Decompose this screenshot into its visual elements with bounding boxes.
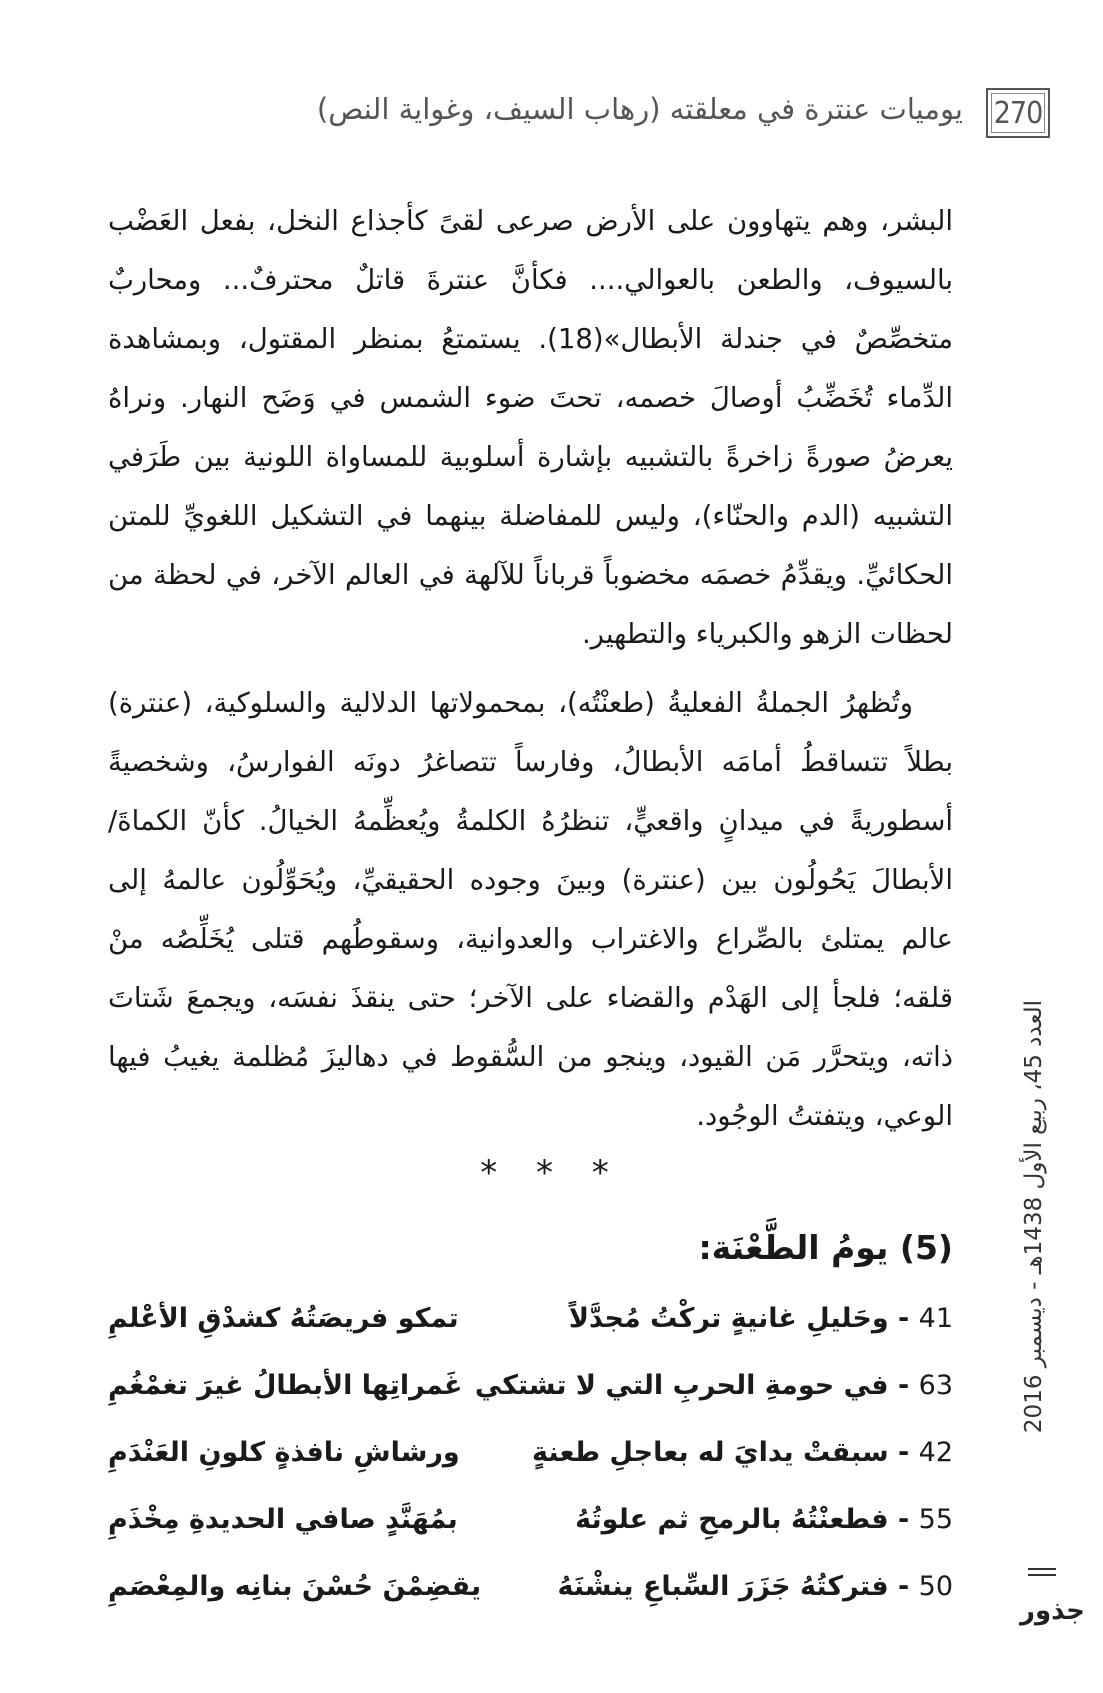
paragraph: وتُظهرُ الجملةُ الفعليةُ (طعنْتُه)، بمحمولاتها الدلالية والسلوكية، (عنترة) بطلاً تتساقطُ أمامَه الأبطالُ، وفارساً تتصاغرُ دونَه الفوارسُ، وشخصيةً أسطوريةً في ميدانٍ واقعيٍّ، تنظرُهُ الكلمةُ ويُعظِّمهُ الخيالُ. كأنّ الكماةَ/ الأبطالَ يَحُولُون بين (عنترة) وبينَ وجوده الحقيقيِّ، ويُحَوِّلُون عالمهُ إلى عالم يمتلئ بالصِّراع والاغتراب والعدوانية، وسقوطُهم قتلى يُخَلِّصُه منْ قلقه؛ فلجأ إلى الهَدْم والقضاء على الآخر؛ حتى ينقذَ نفسَه، ويجمعَ شَتاتَ ذاته، ويتحرَّر مَن القيود، وينجو من السُّقوط في دهاليزَ مُظلمة يغيبُ فيها الوعي، ويتفتتُ الوجُود. <box>108 687 953 1132</box>
verse-number: 42 <box>918 1437 953 1468</box>
verse-row <box>108 1504 953 1571</box>
verse-first-text: في حومةِ الحربِ التي لا تشتكي <box>474 1370 889 1401</box>
verse-first-hemistich: 41 - وحَليلِ غانيةٍ تركْتُ مُجدَّلاً <box>568 1303 953 1334</box>
verse-number: 41 <box>918 1303 953 1334</box>
issue-info: العدد 45، ربيع الأول 1438هـ - ديسمبر 2016 <box>1021 1000 1047 1434</box>
verse-list <box>108 1303 953 1638</box>
verse-first-text: فتركتُهُ جَزَرَ السِّباعِ ينشْنَهُ <box>557 1571 889 1602</box>
verse-row <box>108 1303 953 1370</box>
side-rule <box>1028 1568 1056 1576</box>
verse-second-hemistich: غَمراتِها الأبطالُ غيرَ تغمْغُمِ <box>108 1370 463 1401</box>
verse-row <box>108 1437 953 1504</box>
verse-second-hemistich: بمُهَنَّدٍ صافي الحديدةِ مِخْذَمِ <box>108 1504 458 1535</box>
section-heading: (5) يومُ الطَّعْنَة: <box>698 1228 953 1267</box>
page-number: 270 <box>986 88 1050 138</box>
verse-first-hemistich: 55 - فطعنْتُهُ بالرمحِ ثم علوتُهُ <box>575 1504 953 1535</box>
verse-second-hemistich: يقضِمْنَ حُسْنَ بنانِه والمِعْصَمِ <box>108 1571 482 1602</box>
verse-first-hemistich: 42 - سبقتْ يدايَ له بعاجلِ طعنةٍ <box>532 1437 953 1468</box>
verse-row <box>108 1370 953 1437</box>
verse-first-text: سبقتْ يدايَ له بعاجلِ طعنةٍ <box>532 1437 889 1468</box>
section-separator: * * * <box>480 1153 623 1193</box>
verse-number: 63 <box>918 1370 953 1401</box>
verse-first-hemistich: 50 - فتركتُهُ جَزَرَ السِّباعِ ينشْنَهُ <box>557 1571 953 1602</box>
body-text <box>108 192 953 1146</box>
verse-first-text: فطعنْتُهُ بالرمحِ ثم علوتُهُ <box>575 1504 889 1535</box>
verse-second-hemistich: تمكو فريصَتُهُ كشدْقِ الأعْلمِ <box>108 1303 459 1334</box>
verse-number: 50 <box>918 1571 953 1602</box>
verse-row <box>108 1571 953 1638</box>
verse-number: 55 <box>918 1504 953 1535</box>
journal-logo: جذور <box>1020 1596 1085 1626</box>
running-title: يوميات عنترة في معلقته (رهاب السيف، وغواية النص) <box>316 92 963 126</box>
verse-first-hemistich: 63 - في حومةِ الحربِ التي لا تشتكي <box>474 1370 953 1401</box>
verse-first-text: وحَليلِ غانيةٍ تركْتُ مُجدَّلاً <box>568 1303 889 1334</box>
verse-second-hemistich: ورشاشِ نافذةٍ كلونِ العَنْدَمِ <box>108 1437 460 1468</box>
paragraph: البشر، وهم يتهاوون على الأرض صرعى لقىً كأجذاع النخل، بفعل العَضْب بالسيوف، والطعن بالعوالي.... فكأنَّ عنترةَ قاتلٌ محترفٌ... ومحاربٌ متخصِّصٌ في جندلة الأبطال»(18). يستمتعُ بمنظر المقتول، وبمشاهدة الدِّماء تُخَضِّبُ أوصالَ خصمه، تحتَ ضوء الشمس في وَضَح النهار. ونراهُ يعرضُ صورةً زاخرةً بالتشبيه بإشارة أسلوبية للمساواة اللونية بين طَرَفي التشبيه (الدم والحنّاء)، وليس للمفاضلة بينهما في التشكيل اللغويِّ للمتن الحكائيِّ. ويقدِّمُ خصمَه مخضوباً قرباناً للآلهة في العالم الآخر، في لحظة من لحظات الزهو والكبرياء والتطهير. <box>108 205 953 650</box>
